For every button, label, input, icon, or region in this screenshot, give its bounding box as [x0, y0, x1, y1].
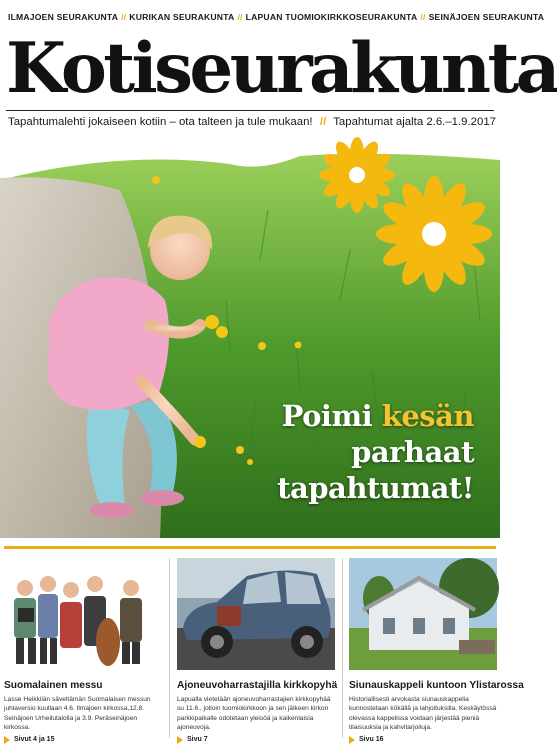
- parish-lapua: LAPUAN TUOMIOKIRKKOSEURAKUNTA: [245, 12, 418, 22]
- column-divider: [342, 558, 343, 738]
- arrow-right-icon: [349, 736, 355, 744]
- story-photo-musicians: [4, 558, 162, 670]
- story-body: Historiallisesti arvokasta siunauskappelia kunnostetaan kökällä ja lahjoituksilla. Keskäytössä olevassa kappelissa voidaan järjestää pieniä tilaisuuksia ja kahvitarjoiluja.: [349, 696, 497, 732]
- parish-bar: [8, 12, 545, 22]
- parish-separator: //: [420, 12, 426, 22]
- hero-line2: parhaat: [351, 435, 474, 469]
- parish-kurikka: KURIKAN SEURAKUNTA: [129, 12, 235, 22]
- story-siunauskappeli[interactable]: [349, 558, 524, 744]
- hero-line1-accent: kesän: [381, 399, 474, 433]
- parish-separator: //: [237, 12, 243, 22]
- story-title: Ajoneuvoharrastajilla kirkkopyhä: [177, 680, 338, 691]
- story-title: Siunauskappeli kuntoon Ylistarossa: [349, 680, 524, 691]
- story-page-link[interactable]: [177, 736, 335, 744]
- section-rule: [4, 546, 496, 549]
- story-page-link[interactable]: [4, 736, 162, 744]
- hero-headline: [277, 398, 474, 506]
- tagline-text: Tapahtumalehti jokaiseen kotiin – ota talteen ja tule mukaan!: [8, 116, 313, 128]
- tagline-rule: [6, 110, 494, 111]
- story-page-label: Sivut 4 ja 15: [14, 736, 55, 744]
- parish-ilmajoki: ILMAJOEN SEURAKUNTA: [8, 12, 119, 22]
- parish-seinajoki: SEINÄJOEN SEURAKUNTA: [428, 12, 545, 22]
- tagline-separator: //: [319, 116, 327, 128]
- story-body: Lasse Heikkilän säveltämän Suomalaisen messun juhlaversio kuullaan 4.6. Ilmajoen kirkossa,12.8. Seinäjoen Urheilutalolla ja 3.9. Peräseinäjoen kirkossa.: [4, 696, 151, 732]
- story-page-link[interactable]: [349, 736, 507, 744]
- arrow-right-icon: [177, 736, 183, 744]
- story-page-label: Sivu 7: [187, 736, 208, 744]
- story-ajoneuvoharrastajat[interactable]: [177, 558, 338, 744]
- masthead-title: Kotiseurakunta: [6, 28, 557, 109]
- story-body: Lapualla vietetään ajoneuvoharrastajien kirkkopyhää su 11.6., jolloin tuomiokirkkoon ja sen jälkeen kirkon parkkipaikalle odotetaan yleisöä ja kaikenlaisia ajoneuvoja.: [177, 696, 331, 732]
- hero-line3: tapahtumat!: [277, 471, 474, 505]
- story-photo-chapel: [349, 558, 507, 670]
- column-divider: [169, 558, 170, 738]
- tagline-dates: Tapahtumat ajalta 2.6.–1.9.2017: [333, 116, 496, 128]
- arrow-right-icon: [4, 736, 10, 744]
- hero-line1-a: Poimi: [281, 399, 382, 433]
- story-suomalainen-messu[interactable]: [4, 558, 162, 744]
- tagline-bar: [8, 116, 496, 128]
- story-title: Suomalainen messu: [4, 680, 103, 691]
- story-page-label: Sivu 16: [359, 736, 384, 744]
- parish-separator: //: [121, 12, 127, 22]
- story-photo-car: [177, 558, 335, 670]
